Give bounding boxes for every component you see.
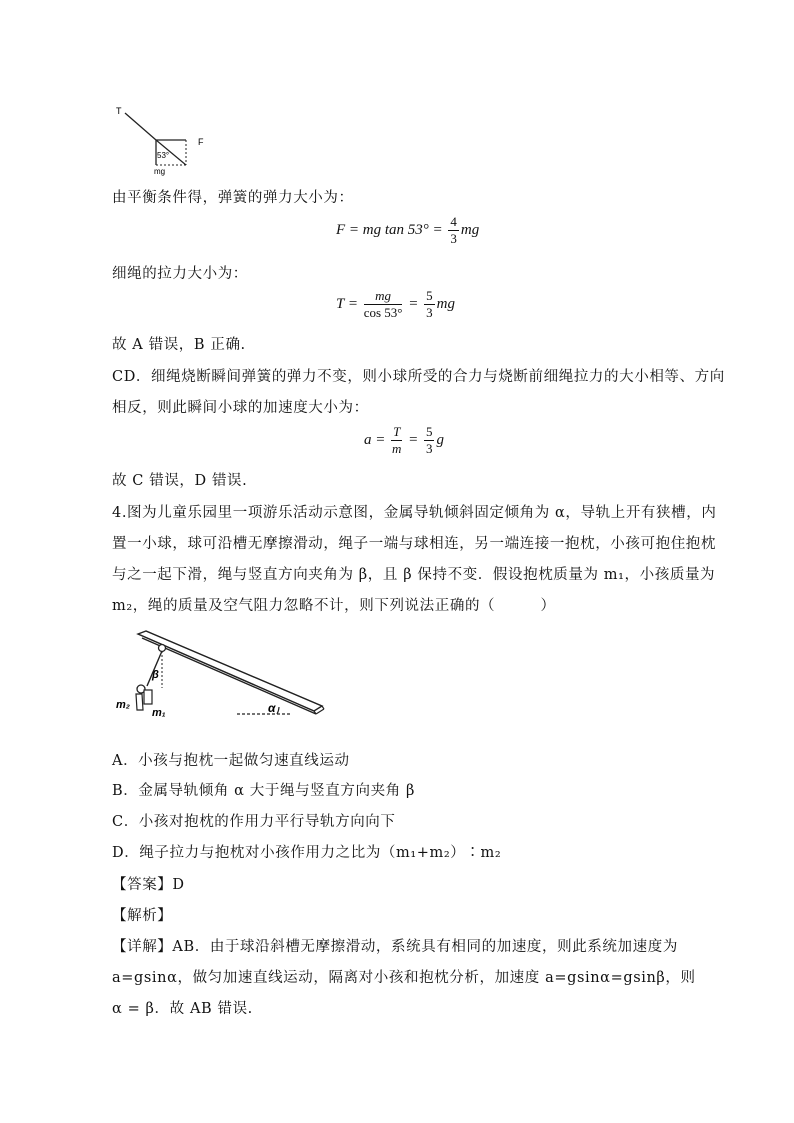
- answer: 【答案】D: [112, 877, 185, 893]
- option-C: C．小孩对抱枕的作用力平行导轨方向向下: [112, 814, 396, 830]
- option-B: B．金属导轨倾角 α 大于绳与竖直方向夹角 β: [112, 783, 415, 799]
- label-mg: mg: [154, 167, 166, 176]
- text-line: 故 C 错误，D 错误.: [112, 473, 248, 489]
- force-diagram: [110, 100, 220, 180]
- detail-text: 【详解】AB．由于球沿斜槽无摩擦滑动，系统具有相同的加速度，则此系统加速度为: [112, 939, 678, 955]
- equation-spring-force: F = mg tan 53° = $\frac{4}{3}$ mg: [336, 214, 480, 246]
- analysis-title: 【解析】: [112, 908, 173, 924]
- question-text: 置一小球，球可沿槽无摩擦滑动，绳子一端与球相连，另一端连接一抱枕，小孩可抱住抱枕: [112, 536, 716, 552]
- text-line: CD．细绳烧断瞬间弹簧的弹力不变，则小球所受的合力与烧断前细绳拉力的大小相等、方向: [112, 369, 725, 385]
- equation-acceleration: a = $\frac{T}{m}$ = $\frac{5}{3}$ g: [364, 424, 444, 456]
- question-text: m₂，绳的质量及空气阻力忽略不计，则下列说法正确的（ ）: [112, 598, 556, 614]
- equation-tension: T = $\frac{mg}{\cos 53^\circ}$ = $\frac{5}{3}$ mg: [336, 288, 455, 320]
- detail-text: α = β．故 AB 错误.: [112, 1001, 253, 1017]
- option-A: A．小孩与抱枕一起做匀速直线运动: [112, 753, 350, 769]
- text-line: 细绳的拉力大小为：: [112, 266, 248, 282]
- text-line: 由平衡条件得，弹簧的弹力大小为：: [112, 190, 354, 206]
- label-F: F: [198, 137, 204, 147]
- question-text: 4.图为儿童乐园里一项游乐活动示意图，金属导轨倾斜固定倾角为 α，导轨上开有狭槽，内: [112, 505, 717, 521]
- detail-text: a=gsinα，做匀加速直线运动，隔离对小孩和抱枕分析，加速度 a=gsinα=gsinβ，则: [112, 970, 696, 986]
- label-angle: 53°: [157, 151, 170, 160]
- ball: [159, 645, 166, 652]
- incline-rail-diagram: [112, 628, 332, 728]
- label-m2: m₂: [116, 699, 130, 711]
- label-m1: m₁: [152, 707, 166, 719]
- tension-vector: [125, 113, 156, 140]
- option-D: D．绳子拉力与抱枕对小孩作用力之比为（m₁+m₂）∶m₂: [112, 845, 502, 861]
- label-beta: β: [152, 669, 159, 681]
- label-alpha: α: [268, 701, 276, 715]
- pillow: [144, 690, 152, 704]
- label-T: T: [116, 106, 122, 116]
- text-line: 相反，则此瞬间小球的加速度大小为：: [112, 400, 369, 416]
- text-line: 故 A 错误，B 正确.: [112, 337, 246, 353]
- question-text: 与之一起下滑，绳与竖直方向夹角为 β，且 β 保持不变．假设抱枕质量为 m₁，小孩质量为: [112, 567, 716, 583]
